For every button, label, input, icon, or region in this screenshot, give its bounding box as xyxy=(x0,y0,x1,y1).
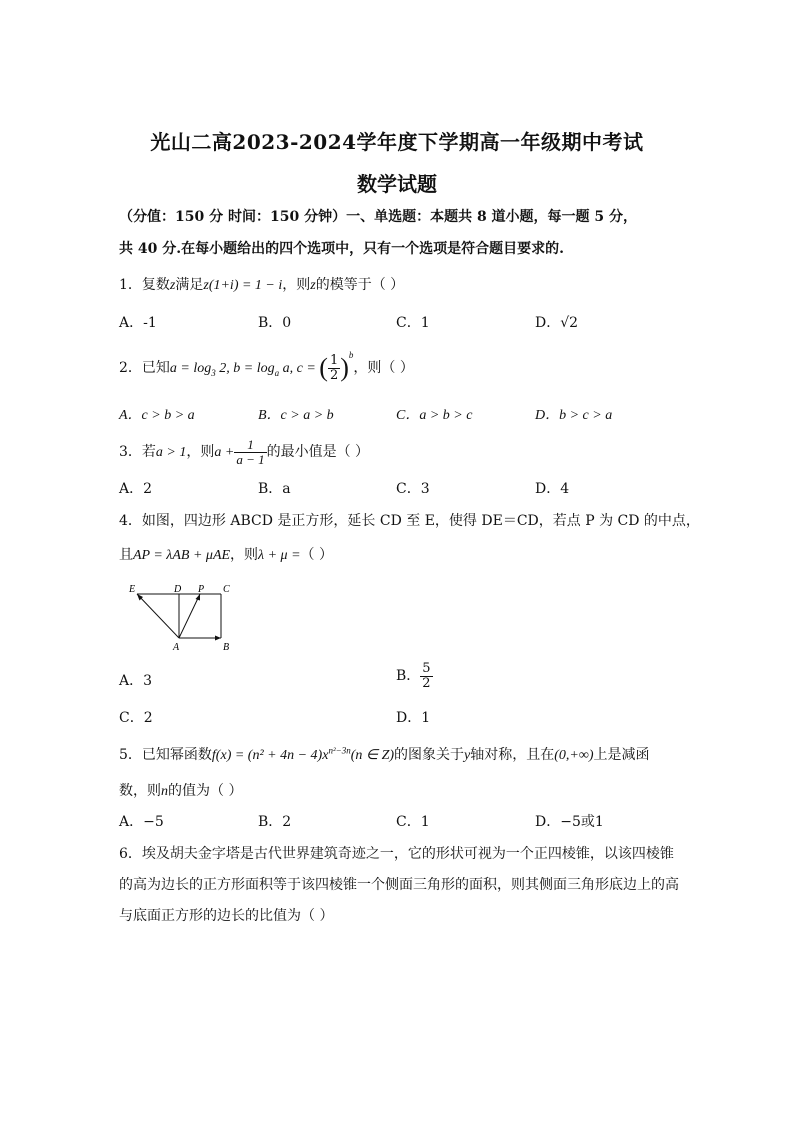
exam-title: 光山二高2023-2024学年度下学期高一年级期中考试 xyxy=(150,130,644,154)
q1-option-d: D．√2 xyxy=(535,315,579,331)
q3-cond: a > 1 xyxy=(155,445,187,461)
q5-domain: (n ∈ Z) xyxy=(350,748,395,763)
q4-line2-post: （ ） xyxy=(300,547,333,563)
q4-option-b xyxy=(396,662,433,690)
q1-option-a: A．-1 xyxy=(119,315,157,331)
q2-eq-end: a, c = xyxy=(279,361,320,376)
q5-option-b: B．2 xyxy=(258,814,292,830)
label-B: B xyxy=(223,642,230,653)
q2-fraction: $\frac{1}{2}$ xyxy=(329,352,339,383)
label-E: E xyxy=(129,584,136,595)
q2-option-c: C．a > b > c xyxy=(396,408,473,423)
question-4 xyxy=(119,510,700,530)
question-5 xyxy=(119,744,650,764)
label-D: D xyxy=(174,584,182,595)
q3-fraction: $\frac{1}{a - 1}$ xyxy=(236,437,265,467)
question-1 xyxy=(119,274,404,294)
question-number: 4． xyxy=(119,513,142,529)
q2-option-d: D．b > c > a xyxy=(535,408,613,423)
q4-option-a: A．3 xyxy=(119,673,153,689)
vector-AP xyxy=(179,594,200,638)
q4-option-b-fraction: $\frac{5}{2}$ xyxy=(422,661,431,691)
label-P: P xyxy=(198,584,205,595)
q1-equation: z(1+i) = 1 − i xyxy=(203,278,283,293)
q5-interval: (0,+∞) xyxy=(554,748,594,763)
q4-line-1: 如图，四边形 ABCD 是正方形，延长 CD 至 E，使得 DE＝CD，若点 P 为 CD 的中点， xyxy=(141,513,700,529)
vector-AE xyxy=(137,594,179,638)
q5-option-d: D．−5或1 xyxy=(535,814,604,830)
q4-line2-pre: 且 xyxy=(119,547,133,563)
q1-mid: 满足 xyxy=(175,277,204,293)
q1-var-z: z xyxy=(169,278,176,293)
q1-var-z-2: z xyxy=(310,278,316,293)
q4-option-c: C．2 xyxy=(119,710,153,726)
q2-eq-mid: 2, b = log xyxy=(215,361,275,376)
question-number: 5． xyxy=(119,747,142,763)
q1-option-c: C．1 xyxy=(396,315,430,331)
q2-post: ，则（ ） xyxy=(353,360,414,376)
q3-post: 的最小值是（ ） xyxy=(266,444,370,461)
q1-post-a: ，则 xyxy=(282,277,311,293)
q3-option-d: D．4 xyxy=(535,481,570,497)
q5-line2-pre: 数，则 xyxy=(119,783,161,799)
q5-var: n xyxy=(161,784,168,799)
q5-mid: 的图象关于 xyxy=(394,747,465,763)
q5-mid2: 轴对称，且在 xyxy=(470,747,555,763)
question-2: 2．已知$a = \log_3 2$, $b = \log_a a$, c = ( $\frac{1}{2}$ )$^b$，则（ ） xyxy=(119,350,414,383)
q2-exponent: b xyxy=(348,350,354,360)
q4-option-b-prefix: B． xyxy=(396,668,421,685)
q3-option-c: C．3 xyxy=(396,481,430,497)
q2-base-2: a xyxy=(274,367,280,378)
q5-exponent: n²−3n xyxy=(328,745,351,756)
q2-base-1: 3 xyxy=(211,367,216,378)
q5-option-a: A．−5 xyxy=(119,814,164,830)
question-number: 3． xyxy=(119,444,142,461)
q4-target: λ + μ = xyxy=(258,548,301,563)
q5-option-c: C．1 xyxy=(396,814,430,830)
question-6-line-2: 的高为边长的正方形面积等于该四棱锥一个侧面三角形的面积，则其侧面三角形底边上的高 xyxy=(119,877,679,893)
question-6-line-1: 6．埃及胡夫金字塔是古代世界建筑奇迹之一，它的形状可视为一个正四棱锥，以该四棱锥 xyxy=(119,846,674,862)
q2-option-a: A．c > b > a xyxy=(119,408,195,423)
q5-axis: y xyxy=(464,748,471,763)
q2-eq-a: a = log xyxy=(169,361,212,376)
question-3 xyxy=(119,438,369,466)
q1-pre: 复数 xyxy=(141,277,170,293)
question-5-line-2 xyxy=(119,780,242,800)
exam-subtitle: 数学试题 xyxy=(357,172,437,196)
q3-mid: ，则 xyxy=(186,444,215,461)
q5-line2-post: 的值为（ ） xyxy=(168,783,243,799)
label-C: C xyxy=(223,584,230,595)
q3-option-a: A．2 xyxy=(119,481,153,497)
q4-option-d: D．1 xyxy=(396,710,431,726)
q5-function: f(x) = (n² + 4n − 4)x xyxy=(211,748,329,763)
square-figure xyxy=(125,582,240,654)
q3-pre: 若 xyxy=(141,444,156,461)
intro-line-2: 共 40 分.在每小题给出的四个选项中，只有一个选项是符合题目要求的. xyxy=(119,241,564,257)
q4-line2-mid: ，则 xyxy=(230,547,259,563)
question-number: 1． xyxy=(119,277,142,293)
q3-option-b: B．a xyxy=(258,481,291,497)
question-number: 2． xyxy=(119,360,142,376)
q3-expr: a + xyxy=(214,445,235,461)
q1-post-b: 的模等于（ ） xyxy=(315,277,405,293)
question-4-line-2 xyxy=(119,544,333,564)
q4-vector-equation: AP = λAB + μAE xyxy=(133,548,231,563)
q5-pre: 已知幂函数 xyxy=(141,747,212,763)
label-A: A xyxy=(173,642,180,653)
intro-line-1: （分值：150 分 时间：150 分钟）一、单选题：本题共 8 道小题，每一题 5 分， xyxy=(119,209,638,225)
question-6-line-3: 与底面正方形的边长的比值为（ ） xyxy=(119,908,334,924)
q2-option-b: B．c > a > b xyxy=(258,408,334,423)
arrow-B xyxy=(215,636,221,641)
q5-post: 上是减函 xyxy=(593,747,650,763)
q1-option-b: B．0 xyxy=(258,315,292,331)
q2-pre: 已知 xyxy=(141,360,170,376)
